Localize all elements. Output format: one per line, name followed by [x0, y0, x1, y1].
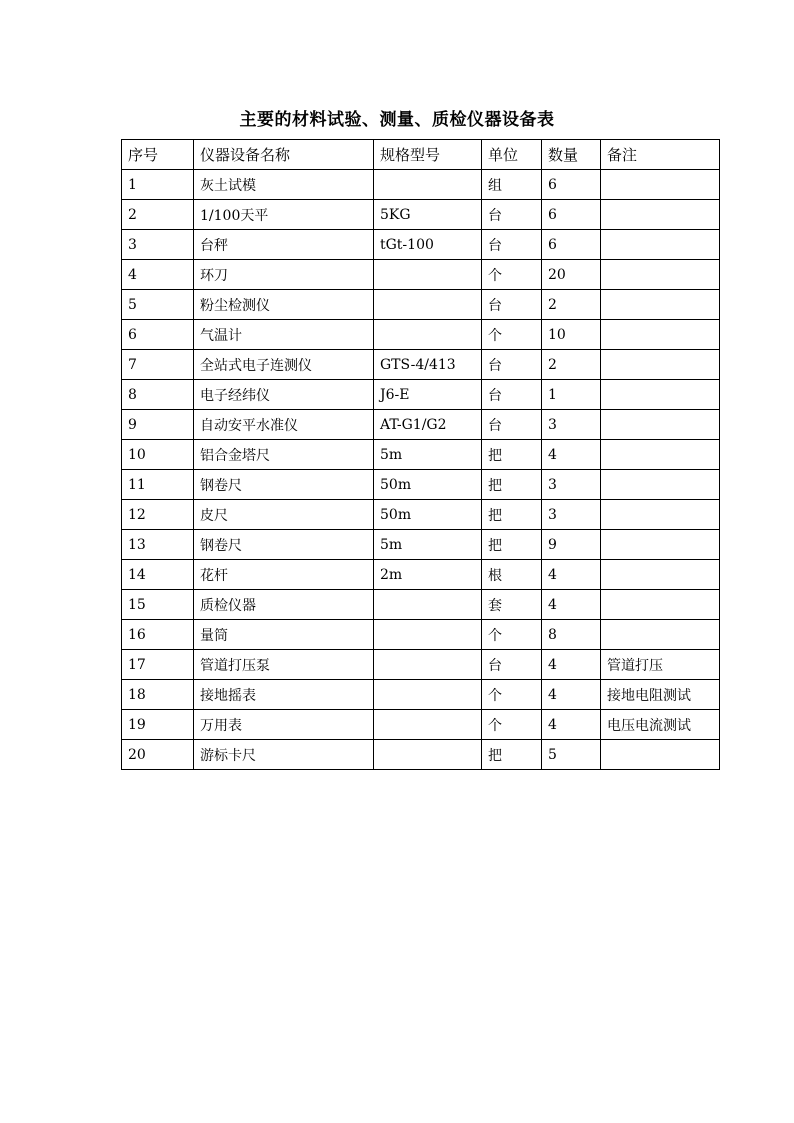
cell-qty: 2	[542, 290, 601, 320]
cell-unit: 个	[482, 260, 542, 290]
cell-qty: 6	[542, 230, 601, 260]
cell-spec: J6-E	[374, 380, 482, 410]
cell-qty: 4	[542, 440, 601, 470]
table-row	[122, 410, 720, 440]
cell-spec: AT-G1/G2	[374, 410, 482, 440]
table-row	[122, 740, 720, 770]
cell-name: 万用表	[194, 710, 374, 740]
cell-unit: 根	[482, 560, 542, 590]
cell-qty: 5	[542, 740, 601, 770]
cell-name: 环刀	[194, 260, 374, 290]
table-row	[122, 620, 720, 650]
cell-unit: 个	[482, 620, 542, 650]
cell-qty: 6	[542, 170, 601, 200]
header-unit: 单位	[482, 140, 542, 170]
table-row	[122, 200, 720, 230]
cell-no: 14	[122, 560, 194, 590]
cell-remark	[601, 530, 720, 560]
cell-spec: 5m	[374, 530, 482, 560]
cell-remark	[601, 170, 720, 200]
cell-name: 粉尘检测仪	[194, 290, 374, 320]
cell-qty: 10	[542, 320, 601, 350]
cell-no: 5	[122, 290, 194, 320]
table-row	[122, 260, 720, 290]
cell-qty: 1	[542, 380, 601, 410]
cell-no: 13	[122, 530, 194, 560]
cell-no: 10	[122, 440, 194, 470]
cell-no: 19	[122, 710, 194, 740]
cell-name: 花杆	[194, 560, 374, 590]
table-row	[122, 440, 720, 470]
cell-unit: 把	[482, 530, 542, 560]
cell-no: 15	[122, 590, 194, 620]
cell-no: 1	[122, 170, 194, 200]
cell-no: 3	[122, 230, 194, 260]
cell-spec	[374, 650, 482, 680]
cell-name: 台秤	[194, 230, 374, 260]
cell-remark	[601, 590, 720, 620]
table-row	[122, 290, 720, 320]
cell-no: 11	[122, 470, 194, 500]
cell-name: 皮尺	[194, 500, 374, 530]
cell-unit: 套	[482, 590, 542, 620]
cell-spec: 2m	[374, 560, 482, 590]
cell-spec	[374, 260, 482, 290]
cell-remark: 管道打压	[601, 650, 720, 680]
cell-qty: 4	[542, 650, 601, 680]
cell-remark	[601, 440, 720, 470]
cell-remark	[601, 560, 720, 590]
cell-name: 游标卡尺	[194, 740, 374, 770]
table-header-row	[122, 140, 720, 170]
cell-unit: 把	[482, 440, 542, 470]
cell-qty: 9	[542, 530, 601, 560]
cell-remark	[601, 260, 720, 290]
table-row	[122, 710, 720, 740]
cell-unit: 台	[482, 410, 542, 440]
cell-no: 9	[122, 410, 194, 440]
cell-qty: 3	[542, 410, 601, 440]
cell-no: 16	[122, 620, 194, 650]
table-row	[122, 230, 720, 260]
cell-unit: 台	[482, 230, 542, 260]
cell-unit: 台	[482, 380, 542, 410]
header-spec: 规格型号	[374, 140, 482, 170]
table-row	[122, 590, 720, 620]
cell-remark	[601, 200, 720, 230]
cell-name: 自动安平水准仪	[194, 410, 374, 440]
cell-spec	[374, 590, 482, 620]
equipment-table	[121, 139, 720, 770]
cell-name: 管道打压泵	[194, 650, 374, 680]
cell-spec: 50m	[374, 470, 482, 500]
cell-qty: 2	[542, 350, 601, 380]
cell-no: 2	[122, 200, 194, 230]
cell-remark: 接地电阻测试	[601, 680, 720, 710]
cell-remark	[601, 740, 720, 770]
cell-no: 7	[122, 350, 194, 380]
cell-qty: 3	[542, 470, 601, 500]
table-row	[122, 560, 720, 590]
header-name: 仪器设备名称	[194, 140, 374, 170]
cell-name: 铝合金塔尺	[194, 440, 374, 470]
cell-unit: 个	[482, 320, 542, 350]
cell-spec: GTS-4/413	[374, 350, 482, 380]
cell-remark	[601, 230, 720, 260]
cell-spec	[374, 710, 482, 740]
cell-no: 8	[122, 380, 194, 410]
cell-unit: 把	[482, 500, 542, 530]
cell-qty: 6	[542, 200, 601, 230]
cell-remark	[601, 380, 720, 410]
cell-remark	[601, 410, 720, 440]
cell-no: 4	[122, 260, 194, 290]
cell-remark	[601, 320, 720, 350]
cell-unit: 组	[482, 170, 542, 200]
header-qty: 数量	[542, 140, 601, 170]
table-row	[122, 170, 720, 200]
table-row	[122, 650, 720, 680]
cell-qty: 3	[542, 500, 601, 530]
header-remark: 备注	[601, 140, 720, 170]
cell-no: 12	[122, 500, 194, 530]
cell-spec: 5m	[374, 440, 482, 470]
cell-spec	[374, 620, 482, 650]
cell-qty: 8	[542, 620, 601, 650]
cell-remark	[601, 350, 720, 380]
header-no: 序号	[122, 140, 194, 170]
cell-unit: 台	[482, 350, 542, 380]
table-row	[122, 530, 720, 560]
cell-spec: tGt-100	[374, 230, 482, 260]
cell-qty: 4	[542, 590, 601, 620]
cell-no: 6	[122, 320, 194, 350]
cell-spec	[374, 170, 482, 200]
table-row	[122, 680, 720, 710]
cell-remark	[601, 620, 720, 650]
cell-unit: 个	[482, 680, 542, 710]
cell-remark	[601, 500, 720, 530]
table-row	[122, 350, 720, 380]
cell-spec: 5KG	[374, 200, 482, 230]
cell-no: 17	[122, 650, 194, 680]
table-row	[122, 470, 720, 500]
cell-name: 量筒	[194, 620, 374, 650]
cell-spec	[374, 320, 482, 350]
cell-name: 接地摇表	[194, 680, 374, 710]
cell-name: 1/100天平	[194, 200, 374, 230]
cell-name: 全站式电子连测仪	[194, 350, 374, 380]
cell-qty: 4	[542, 710, 601, 740]
cell-spec	[374, 680, 482, 710]
cell-name: 电子经纬仪	[194, 380, 374, 410]
cell-no: 18	[122, 680, 194, 710]
cell-qty: 4	[542, 680, 601, 710]
cell-remark: 电压电流测试	[601, 710, 720, 740]
cell-unit: 台	[482, 650, 542, 680]
cell-unit: 把	[482, 740, 542, 770]
cell-qty: 4	[542, 560, 601, 590]
cell-spec	[374, 290, 482, 320]
cell-unit: 个	[482, 710, 542, 740]
cell-name: 钢卷尺	[194, 530, 374, 560]
cell-spec: 50m	[374, 500, 482, 530]
cell-remark	[601, 470, 720, 500]
cell-name: 气温计	[194, 320, 374, 350]
table-row	[122, 380, 720, 410]
cell-no: 20	[122, 740, 194, 770]
cell-name: 质检仪器	[194, 590, 374, 620]
cell-unit: 台	[482, 200, 542, 230]
cell-unit: 台	[482, 290, 542, 320]
cell-remark	[601, 290, 720, 320]
cell-name: 钢卷尺	[194, 470, 374, 500]
cell-unit: 把	[482, 470, 542, 500]
page-title: 主要的材料试验、测量、质检仪器设备表	[239, 110, 555, 130]
table-body	[122, 170, 720, 770]
table-row	[122, 500, 720, 530]
cell-name: 灰土试模	[194, 170, 374, 200]
table-row	[122, 320, 720, 350]
cell-spec	[374, 740, 482, 770]
cell-qty: 20	[542, 260, 601, 290]
